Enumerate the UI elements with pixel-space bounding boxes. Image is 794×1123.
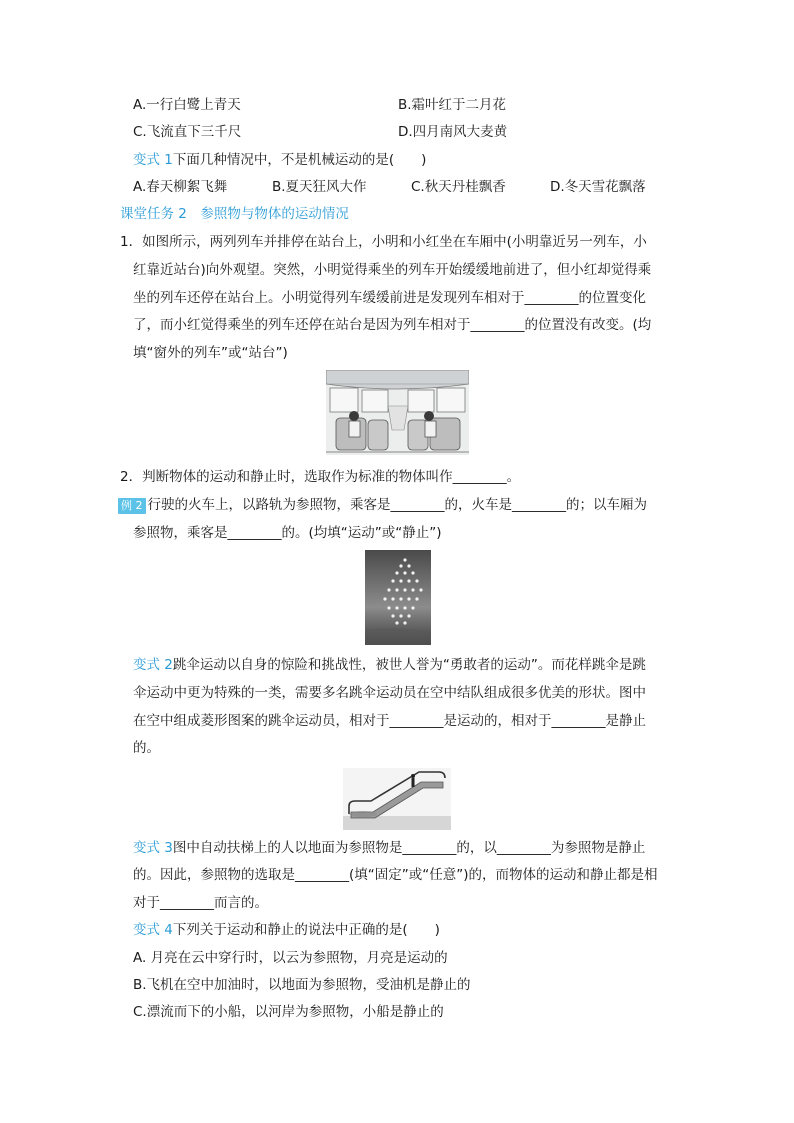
q1-line-4: 了，而小红觉得乘坐的列车还停在站台是因为列车相对于________的位置没有改变。(均 <box>133 317 652 333</box>
bianshi4-option-a: A. 月亮在云中穿行时，以云为参照物，月亮是运动的 <box>133 950 448 966</box>
bianshi4-option-c: C.漂流而下的小船，以河岸为参照物，小船是静止的 <box>133 1004 444 1020</box>
bianshi4-question <box>133 920 440 940</box>
escalator-figure <box>343 768 451 830</box>
bianshi1-option-d: D.冬天雪花飘落 <box>550 179 646 195</box>
bianshi3-line-3: 对于________而言的。 <box>133 895 268 911</box>
example2-text-1: 行驶的火车上，以路轨为参照物，乘客是________的，火车是________的；以车厢为 <box>147 497 647 513</box>
example2-badge: 例 2 <box>118 498 146 514</box>
bianshi4-option-b: B.飞机在空中加油时，以地面为参照物，受油机是静止的 <box>133 977 471 993</box>
bianshi1-label: 变式 1 <box>133 152 173 168</box>
bianshi4-text: 下列关于运动和静止的说法中正确的是( ) <box>172 922 440 938</box>
bianshi3-text-1: 图中自动扶梯上的人以地面为参照物是________的，以________为参照物是静止 <box>172 840 646 856</box>
skydiving-formation-figure <box>365 550 431 645</box>
prev-option-d: D.四月南风大麦黄 <box>398 124 508 140</box>
q1-line-5: 填“窗外的列车”或“站台”) <box>133 345 288 361</box>
bianshi4-label: 变式 4 <box>133 922 173 938</box>
bianshi1-option-c: C.秋天丹桂飘香 <box>411 179 506 195</box>
prev-option-c: C.飞流直下三千尺 <box>133 124 242 140</box>
train-interior-figure <box>326 370 469 455</box>
bianshi1-option-a: A.春天柳絮飞舞 <box>133 179 228 195</box>
bianshi1-option-b: B.夏天狂风大作 <box>272 179 367 195</box>
bianshi2-line-2: 伞运动中更为特殊的一类，需要多名跳伞运动员在空中结队组成很多优美的形状。图中 <box>133 685 646 701</box>
bianshi2-line-4: 的。 <box>133 740 160 756</box>
prev-option-b: B.霜叶红于二月花 <box>398 97 507 113</box>
q1-line-2: 红靠近站台)向外观望。突然，小明觉得乘坐的列车开始缓缓地前进了，但小红却觉得乘 <box>133 262 652 278</box>
bianshi1-question <box>133 150 426 170</box>
bianshi3-label: 变式 3 <box>133 840 173 856</box>
q2-text: 2．判断物体的运动和静止时，选取作为标准的物体叫作________。 <box>120 469 521 485</box>
bianshi2-text-1: 跳伞运动以自身的惊险和挑战性，被世人誉为“勇敢者的运动”。而花样跳伞是跳 <box>172 657 646 673</box>
q1-line-1: 1．如图所示，两列列车并排停在站台上，小明和小红坐在车厢中(小明靠近另一列车，小 <box>120 234 647 250</box>
bianshi3-line-1 <box>133 838 645 858</box>
example2-line-2: 参照物，乘客是________的。(均填“运动”或“静止”) <box>133 525 442 541</box>
bianshi1-text: 下面几种情况中，不是机械运动的是( ) <box>172 152 427 168</box>
prev-option-a: A.一行白鹭上青天 <box>133 97 241 113</box>
q1-line-3: 坐的列车还停在站台上。小明觉得列车缓缓前进是发现列车相对于________的位置变化 <box>133 290 646 306</box>
bianshi2-label: 变式 2 <box>133 657 173 673</box>
bianshi2-line-3: 在空中组成菱形图案的跳伞运动员，相对于________是运动的，相对于________是静止 <box>133 713 646 729</box>
bianshi3-line-2: 的。因此，参照物的选取是________(填“固定”或“任意”)的，而物体的运动和静止都是相 <box>133 867 658 883</box>
example2-line-1 <box>118 495 647 515</box>
bianshi2-line-1 <box>133 655 646 675</box>
task2-title: 课堂任务 2 参照物与物体的运动情况 <box>120 206 349 222</box>
